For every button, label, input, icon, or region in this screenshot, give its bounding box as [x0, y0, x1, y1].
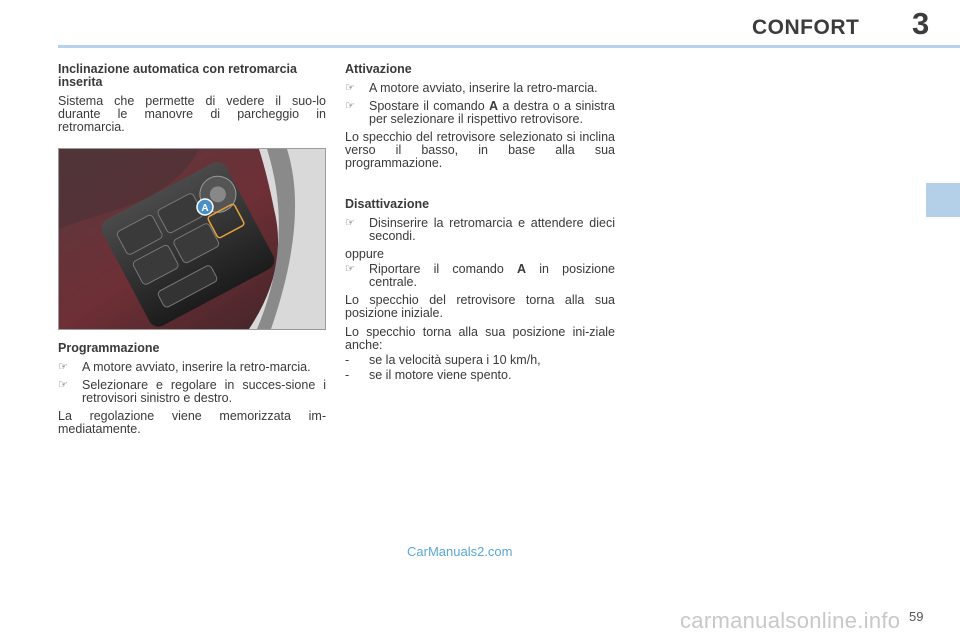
- deactivation-note: Lo specchio del retrovisore torna alla sua posizione iniziale.: [345, 293, 615, 320]
- bullet-text-part: in posizione centrale.: [369, 262, 615, 289]
- door-switch-photo: [58, 148, 326, 330]
- figure-label-a: A: [201, 203, 209, 214]
- dash-marker: -: [345, 368, 350, 382]
- activation-bullet: [345, 82, 615, 95]
- dash-text: se il motore viene spento.: [369, 368, 512, 382]
- header-rule: [58, 45, 960, 48]
- programming-bullet: [58, 361, 326, 374]
- bullet-text-part: Riportare il comando: [369, 262, 517, 276]
- bullet-text: A motore avviato, inserire la retro-marcia.: [82, 360, 311, 374]
- chapter-title: CONFORT: [752, 16, 860, 39]
- dash-item: [345, 354, 615, 367]
- control-a-ref: A: [517, 262, 527, 276]
- deactivation-bullet: [345, 217, 615, 243]
- intro-paragraph: Sistema che permette di vedere il suo-lo durante le manovre di parcheggio in retromarcia.: [58, 94, 326, 134]
- door-control-illustration: [59, 149, 325, 329]
- section-heading-deactivation: Disattivazione: [345, 197, 430, 211]
- bullet-text-part: a destra o a sinistra per selezionare il rispettivo retrovisore.: [369, 99, 615, 126]
- left-column: [58, 63, 326, 442]
- hand-pointer-icon: ☞: [58, 361, 68, 373]
- hand-pointer-icon: ☞: [58, 379, 68, 391]
- bullet-text: Selezionare e regolare in succes-sione i retrovisori sinistro e destro.: [82, 378, 326, 405]
- hand-pointer-icon: ☞: [345, 100, 355, 112]
- control-a-ref: A: [489, 99, 499, 113]
- hand-pointer-icon: ☞: [345, 82, 355, 94]
- hand-pointer-icon: ☞: [345, 217, 355, 229]
- middle-column: [345, 63, 615, 384]
- dash-marker: -: [345, 353, 350, 367]
- programming-note: La regolazione viene memorizzata im-mediatamente.: [58, 409, 326, 436]
- page-number: 59: [909, 609, 924, 624]
- footer-watermark: carmanualsonline.info: [680, 608, 901, 633]
- deactivation-bullet: [345, 263, 615, 289]
- bullet-text: A motore avviato, inserire la retro-marcia.: [369, 81, 598, 95]
- hand-pointer-icon: ☞: [345, 263, 355, 275]
- chapter-tab[interactable]: [926, 183, 960, 217]
- dash-item: [345, 369, 615, 382]
- section-heading-auto-tilt: Inclinazione automatica con retromarcia inserita: [58, 62, 297, 89]
- or-text: oppure: [345, 247, 384, 261]
- watermark-link[interactable]: CarManuals2.com: [407, 544, 513, 559]
- chapter-number: 3: [912, 6, 930, 41]
- bullet-text: Disinserire la retromarcia e attendere dieci secondi.: [369, 216, 615, 243]
- bullet-text: [369, 263, 615, 289]
- activation-bullet: [345, 100, 615, 126]
- section-heading-activation: Attivazione: [345, 62, 412, 76]
- bullet-text: [369, 100, 615, 126]
- programming-bullet: [58, 379, 326, 405]
- activation-note: Lo specchio del retrovisore selezionato si inclina verso il basso, in base alla sua programmazione.: [345, 130, 615, 170]
- deactivation-note: Lo specchio torna alla sua posizione ini-ziale anche:: [345, 325, 615, 352]
- dash-text: se la velocità supera i 10 km/h,: [369, 353, 541, 367]
- section-heading-programming: Programmazione: [58, 341, 160, 355]
- bullet-text-part: Spostare il comando: [369, 99, 490, 113]
